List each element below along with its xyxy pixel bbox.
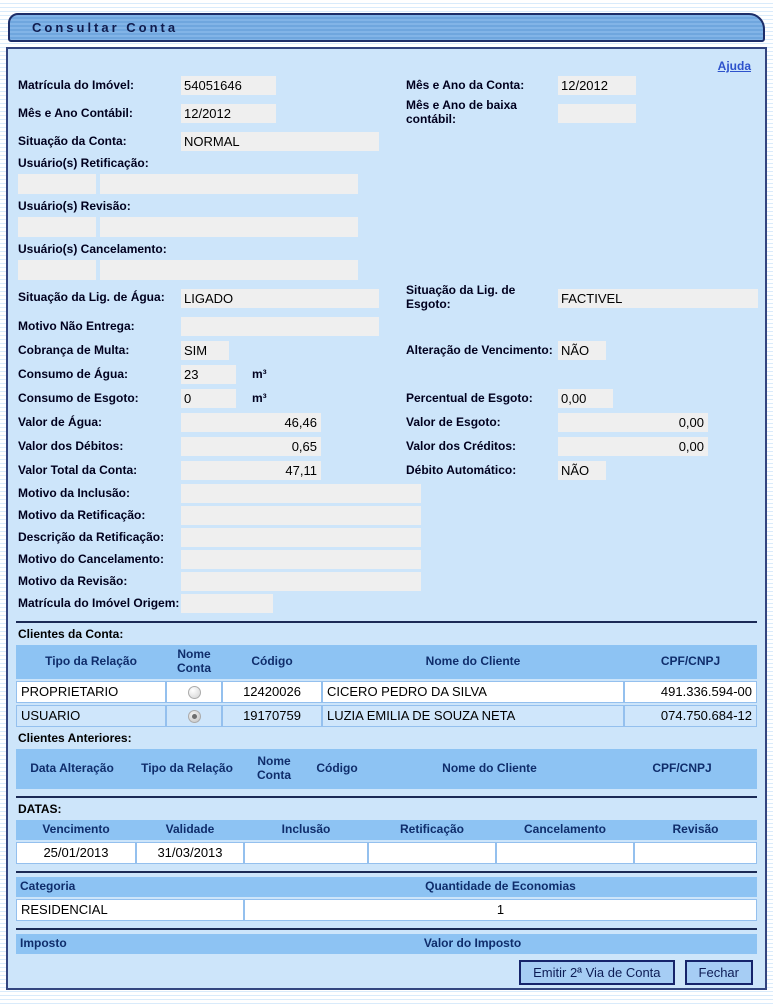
percentual-esgoto-label: Percentual de Esgoto:	[406, 391, 533, 405]
form-row	[8, 97, 765, 129]
valor-creditos-field: 0,00	[558, 437, 708, 456]
usuarios-cancelamento-field-1	[18, 260, 96, 280]
valor-creditos-label: Valor dos Créditos:	[406, 439, 517, 453]
section-divider	[16, 928, 757, 930]
column-header: Tipo da Relação	[45, 654, 137, 669]
mes-ano-contabil-field: 12/2012	[181, 104, 276, 123]
form-row	[8, 362, 765, 386]
cpf-cnpj-cell: 074.750.684-12	[624, 705, 757, 727]
form-row	[8, 282, 765, 314]
page-title: Consultar Conta	[32, 20, 179, 35]
help-link[interactable]: Ajuda	[717, 59, 751, 73]
column-header: Retificação	[399, 822, 465, 837]
usuarios-revisao-fields	[8, 216, 765, 239]
form-row	[8, 458, 765, 482]
mes-ano-conta-field: 12/2012	[558, 76, 636, 95]
valor-debitos-label: Valor dos Débitos:	[18, 439, 124, 453]
nome-conta-cell	[166, 681, 222, 703]
usuarios-cancelamento-label: Usuário(s) Cancelamento:	[18, 242, 167, 256]
alteracao-vencimento-field: NÃO	[558, 341, 606, 360]
situacao-conta-label: Situação da Conta:	[18, 134, 127, 148]
valor-total-label: Valor Total da Conta:	[18, 463, 138, 477]
section-divider	[16, 871, 757, 873]
column-header: Quantidade de Economias	[425, 879, 576, 894]
mes-ano-baixa-contabil-field	[558, 104, 636, 123]
usuarios-cancelamento-field-2	[100, 260, 358, 280]
categoria-header	[16, 877, 757, 897]
matricula-imovel-field: 54051646	[181, 76, 276, 95]
valor-debitos-field: 0,65	[181, 437, 321, 456]
codigo-cell: 12420026	[222, 681, 322, 703]
motivo-inclusao-field	[181, 484, 421, 503]
clientes-conta-header	[16, 645, 757, 679]
categoria-cell: RESIDENCIAL	[16, 899, 244, 921]
consumo-esgoto-field: 0	[181, 389, 236, 408]
motivo-revisao-field	[181, 572, 421, 591]
valor-total-field: 47,11	[181, 461, 321, 480]
situacao-lig-agua-label: Situação da Lig. de Água:	[18, 290, 165, 305]
column-header: Inclusão	[281, 822, 331, 837]
usuarios-revisao-label: Usuário(s) Revisão:	[18, 199, 131, 213]
column-header: Categoria	[20, 879, 76, 894]
column-header: Nome Conta	[257, 754, 291, 782]
descricao-retificacao-field	[181, 528, 421, 547]
button-row	[8, 960, 753, 985]
consumo-esgoto-label: Consumo de Esgoto:	[18, 391, 139, 405]
debito-automatico-label: Débito Automático:	[406, 463, 517, 477]
usuarios-retificacao-field-2	[100, 174, 358, 194]
column-header: Nome Conta	[177, 647, 211, 675]
column-header: Valor do Imposto	[423, 936, 522, 951]
situacao-lig-agua-field: LIGADO	[181, 289, 379, 308]
fechar-button[interactable]: Fechar	[685, 960, 753, 985]
debito-automatico-field: NÃO	[558, 461, 606, 480]
usuarios-revisao-field-1	[18, 217, 96, 237]
column-header: Validade	[165, 822, 215, 837]
column-header: CPF/CNPJ	[652, 761, 712, 776]
nome-conta-radio[interactable]	[188, 686, 201, 699]
cpf-cnpj-cell: 491.336.594-00	[624, 681, 757, 703]
datas-header	[16, 820, 757, 840]
form-row	[8, 338, 765, 362]
valor-agua-label: Valor de Água:	[18, 415, 103, 429]
form-row	[8, 73, 765, 97]
column-header: Tipo da Relação	[141, 761, 233, 776]
codigo-cell: 19170759	[222, 705, 322, 727]
table-row	[16, 705, 757, 727]
form-row	[8, 482, 765, 504]
table-row	[16, 842, 757, 864]
column-header: Código	[251, 654, 293, 669]
column-header: Imposto	[20, 936, 67, 951]
motivo-retificacao-field	[181, 506, 421, 525]
nome-conta-cell	[166, 705, 222, 727]
column-header: Vencimento	[42, 822, 110, 837]
form-row	[8, 592, 765, 614]
motivo-retificacao-label: Motivo da Retificação:	[18, 508, 146, 522]
revisao-cell	[634, 842, 757, 864]
form-row	[8, 386, 765, 410]
valor-esgoto-field: 0,00	[558, 413, 708, 432]
column-header: Nome do Cliente	[425, 654, 521, 669]
form-row	[8, 526, 765, 548]
column-header: Revisão	[672, 822, 719, 837]
valor-esgoto-label: Valor de Esgoto:	[406, 415, 501, 429]
tipo-relacao-cell: PROPRIETARIO	[16, 681, 166, 703]
valor-agua-field: 46,46	[181, 413, 321, 432]
cancelamento-cell	[496, 842, 634, 864]
alteracao-vencimento-label: Alteração de Vencimento:	[406, 343, 553, 357]
mes-ano-conta-label: Mês e Ano da Conta:	[406, 78, 525, 92]
usuarios-retificacao-label: Usuário(s) Retificação:	[18, 156, 149, 170]
usuarios-retificacao-fields	[8, 173, 765, 196]
mes-ano-contabil-label: Mês e Ano Contábil:	[18, 106, 133, 120]
cobranca-multa-label: Cobrança de Multa:	[18, 343, 130, 357]
table-row	[16, 899, 757, 921]
nome-conta-radio[interactable]	[188, 710, 201, 723]
matricula-imovel-origem-field	[181, 594, 273, 613]
matricula-imovel-origem-label: Matrícula do Imóvel Origem:	[18, 596, 180, 610]
main-panel	[6, 47, 767, 990]
column-header: Data Alteração	[30, 761, 114, 776]
column-header: Cancelamento	[523, 822, 607, 837]
vencimento-cell: 25/01/2013	[16, 842, 136, 864]
motivo-inclusao-label: Motivo da Inclusão:	[18, 486, 131, 500]
emitir-segunda-via-button[interactable]: Emitir 2ª Via de Conta	[519, 960, 674, 985]
column-header: CPF/CNPJ	[660, 654, 721, 669]
form-row	[8, 504, 765, 526]
inclusao-cell	[244, 842, 368, 864]
retificacao-cell	[368, 842, 496, 864]
motivo-cancelamento-label: Motivo do Cancelamento:	[18, 552, 165, 566]
motivo-cancelamento-field	[181, 550, 421, 569]
form-row	[8, 434, 765, 458]
tipo-relacao-cell: USUARIO	[16, 705, 166, 727]
motivo-nao-entrega-field	[181, 317, 379, 336]
situacao-lig-esgoto-field: FACTIVEL	[558, 289, 758, 308]
matricula-imovel-label: Matrícula do Imóvel:	[18, 78, 135, 92]
form-row	[8, 570, 765, 592]
clientes-anteriores-header	[16, 749, 757, 789]
usuarios-revisao-field-2	[100, 217, 358, 237]
nome-cliente-cell: LUZIA EMILIA DE SOUZA NETA	[322, 705, 624, 727]
section-divider	[16, 796, 757, 798]
motivo-nao-entrega-label: Motivo Não Entrega:	[18, 319, 135, 333]
consumo-agua-unit: m³	[252, 367, 267, 381]
help-row	[8, 57, 751, 73]
clientes-anteriores-section-label: Clientes Anteriores:	[18, 731, 132, 745]
imposto-header	[16, 934, 757, 954]
table-row	[16, 681, 757, 703]
quantidade-economias-cell: 1	[244, 899, 757, 921]
form-row	[8, 314, 765, 338]
cobranca-multa-field: SIM	[181, 341, 229, 360]
form-row	[8, 410, 765, 434]
section-divider	[16, 621, 757, 623]
column-header: Código	[316, 761, 358, 776]
consumo-esgoto-unit: m³	[252, 391, 267, 405]
situacao-conta-field: NORMAL	[181, 132, 379, 151]
consumo-agua-label: Consumo de Água:	[18, 367, 128, 381]
percentual-esgoto-field: 0,00	[558, 389, 613, 408]
situacao-lig-esgoto-label: Situação da Lig. de Esgoto:	[406, 283, 516, 311]
motivo-revisao-label: Motivo da Revisão:	[18, 574, 128, 588]
form-row	[8, 548, 765, 570]
column-header: Nome do Cliente	[442, 761, 537, 776]
validade-cell: 31/03/2013	[136, 842, 244, 864]
nome-cliente-cell: CICERO PEDRO DA SILVA	[322, 681, 624, 703]
usuarios-retificacao-field-1	[18, 174, 96, 194]
usuarios-cancelamento-fields	[8, 259, 765, 282]
clientes-conta-section-label: Clientes da Conta:	[18, 627, 124, 641]
consumo-agua-field: 23	[181, 365, 236, 384]
form-row	[8, 129, 765, 153]
datas-section-label: DATAS:	[18, 802, 62, 816]
descricao-retificacao-label: Descrição da Retificação:	[18, 530, 165, 544]
mes-ano-baixa-contabil-label: Mês e Ano de baixa contábil:	[406, 98, 517, 126]
window-title-bar	[8, 13, 765, 42]
